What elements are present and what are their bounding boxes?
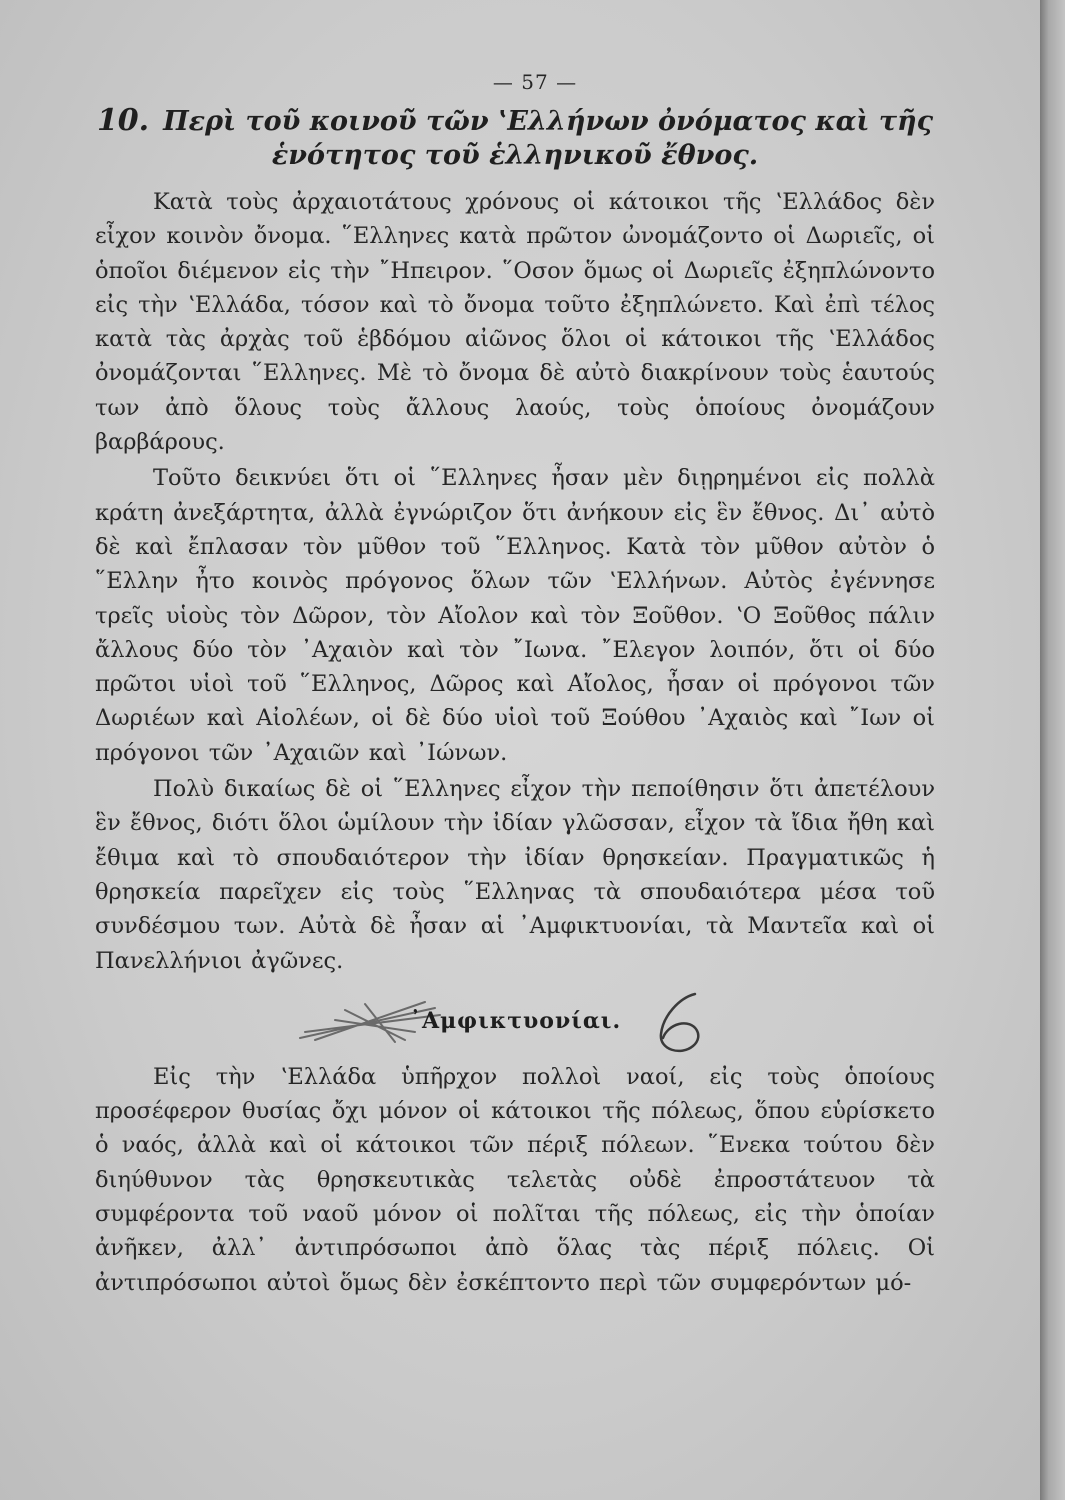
paragraph-3: Πολὺ δικαίως δὲ οἱ ῞Ελληνες εἶχον τὴν πεποίθησιν ὅτι ἀπετέλουν ἓν ἔθνος, διότι ὅλοι ὡμίλουν τὴν ἰδίαν γλῶσσαν, εἶχον τὰ ἴδια ἤθη καὶ ἔθιμα καὶ τὸ σπουδαιότερον τὴν ἰδίαν θρησκείαν. Πραγματικῶς ἡ θρησκεία παρεῖχεν εἰς τοὺς ῞Ελληνας τὰ σπουδαιότερα μέσα τοῦ συνδέσμου των. Αὐτὰ δὲ ἦσαν αἱ ᾿Αμφικτυονίαι, τὰ Μαντεῖα καὶ οἱ Πανελλήνιοι ἀγῶνες. bbox=[95, 776, 935, 974]
chapter-title bbox=[95, 104, 935, 173]
chapter-number: 10. bbox=[96, 103, 150, 138]
paragraph-1: Κατὰ τοὺς ἀρχαιοτάτους χρόνους οἱ κάτοικοι τῆς ʽΕλλάδος δὲν εἶχον κοινὸν ὄνομα. ῞Ελληνες κατὰ πρῶτον ὠνομάζοντο οἱ Δωριεῖς, οἱ ὁποῖοι διέμενον εἰς τὴν ῎Ηπειρον. ῞Οσον ὅμως οἱ Δωριεῖς ἐξηπλώνοντο εἰς τὴν ʽΕλλάδα, τόσον καὶ τὸ ὄνομα τοῦτο ἐξηπλώνετο. Καὶ ἐπὶ τέλος κατὰ τὰς ἀρχὰς τοῦ ἑβδόμου αἰῶνος ὅλοι οἱ κάτοικοι τῆς ʽΕλλάδος ὀνομάζονται ῞Ελληνες. Μὲ τὸ ὄνομα δὲ αὐτὸ διακρίνουν τοὺς ἑαυτούς των ἀπὸ ὅλους τοὺς ἄλλους λαούς, τοὺς ὁποίους ὀνομάζουν βαρβάρους. bbox=[95, 189, 935, 456]
section-heading bbox=[95, 986, 935, 1060]
chapter-title-text: Περὶ τοῦ κοινοῦ τῶν ʽΕλλήνων ὀνόματος καὶ τῆς ἑνότητος τοῦ ἑλληνικοῦ ἔθνος. bbox=[163, 106, 934, 171]
handwritten-number-mark bbox=[651, 988, 711, 1058]
page-content bbox=[95, 70, 935, 1300]
handwritten-mark-text: 6 bbox=[681, 1027, 682, 1029]
page-edge-shadow bbox=[1040, 0, 1065, 1500]
paragraph-2: Τοῦτο δεικνύει ὅτι οἱ ῞Ελληνες ἦσαν μὲν διῃρημένοι εἰς πολλὰ κράτη ἀνεξάρτητα, ἀλλὰ ἐγνώριζον ὅτι ἀνήκουν εἰς ἓν ἔθνος. Δι᾽ αὐτὸ δὲ καὶ ἔπλασαν τὸν μῦθον τοῦ ῞Ελληνος. Κατὰ τὸν μῦθον αὐτὸν ὁ ῞Ελλην ἦτο κοινὸς πρόγονος ὅλων τῶν ʽΕλλήνων. Αὐτὸς ἐγέννησε τρεῖς υἱοὺς τὸν Δῶρον, τὸν Αἴολον καὶ τὸν Ξοῦθον. ʽΟ Ξοῦθος πάλιν ἄλλους δύο τὸν ᾿Αχαιὸν καὶ τὸν ῎Ιωνα. ῎Ελεγον λοιπόν, ὅτι οἱ δύο πρῶτοι υἱοὶ τοῦ ῞Ελληνος, Δῶρος καὶ Αἴολος, ἦσαν οἱ πρόγονοι τῶν Δωριέων καὶ Αἰολέων, οἱ δὲ δύο υἱοὶ τοῦ Ξούθου ᾿Αχαιὸς καὶ ῎Ιων οἱ πρόγονοι τῶν ᾿Αχαιῶν καὶ ᾿Ιώνων. bbox=[95, 465, 935, 766]
section-paragraph-1: Εἰς τὴν ʽΕλλάδα ὑπῆρχον πολλοὶ ναοί, εἰς τοὺς ὁποίους προσέφερον θυσίας ὄχι μόνον οἱ κάτοικοι τῆς πόλεως, ὅπου εὑρίσκετο ὁ ναός, ἀλλὰ καὶ οἱ κάτοικοι τῶν πέριξ πόλεων. ῞Ενεκα τούτου δὲν διηύθυνον τὰς θρησκευτικὰς τελετὰς οὐδὲ ἐπροστάτευον τὰ συμφέροντα τοῦ ναοῦ μόνον οἱ πολῖται τῆς πόλεως, εἰς τὴν ὁποίαν ἀνῆκεν, ἀλλ᾽ ἀντιπρόσωποι ἀπὸ ὅλας τὰς πέριξ πόλεις. Οἱ ἀντιπρόσωποι αὐτοὶ ὅμως δὲν ἐσκέπτοντο περὶ τῶν συμφερόντων μό- bbox=[95, 1063, 935, 1296]
page-number: — 57 — bbox=[492, 70, 578, 94]
section-heading-text: ᾿Αμφικτυονίαι. bbox=[410, 1007, 622, 1034]
